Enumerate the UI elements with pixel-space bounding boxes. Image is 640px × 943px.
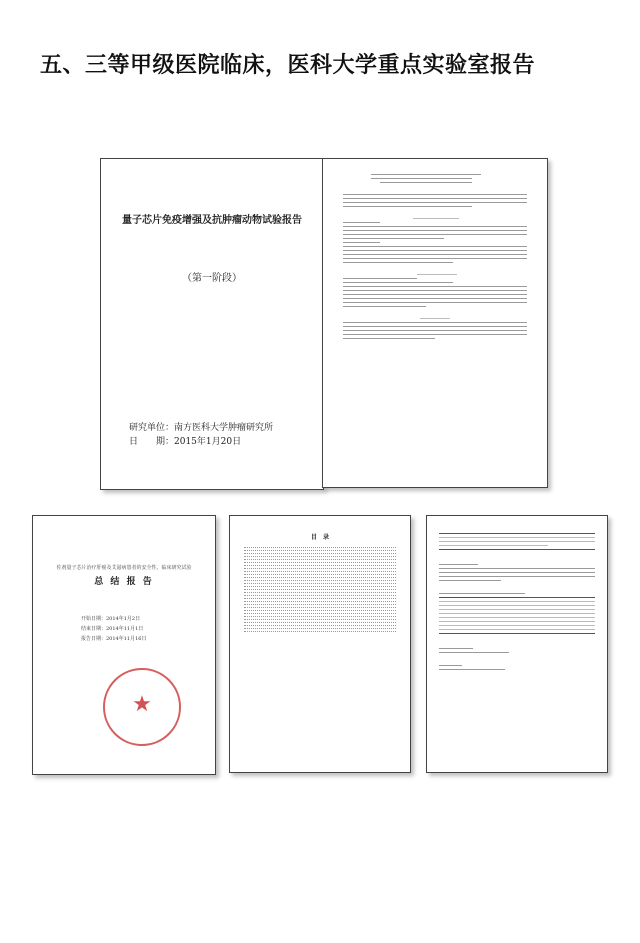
seal-star-icon: ★ (132, 692, 152, 717)
summary-report-subtitle: 佐剂量子芯片治疗肝癌及艾滋病患者的安全性、临床研究试验 (56, 565, 192, 571)
cover-unit: 研究单位：南方医科大学肿瘤研究所 (129, 423, 274, 433)
cover-page (100, 158, 324, 490)
toc-title: 目 录 (310, 534, 329, 541)
toc-list (244, 547, 396, 634)
results-table-page (426, 515, 608, 773)
start-date: 开始日期：2014年1月2日 (81, 616, 141, 622)
end-date: 结束日期：2014年11月1日 (81, 626, 144, 632)
table-of-contents-page (229, 515, 411, 773)
results-text (439, 533, 595, 670)
report-date: 报告日期：2014年11月16日 (81, 636, 147, 642)
cover-date: 日 期：2015年1月20日 (129, 437, 242, 447)
page-heading: 五、三等甲级医院临床，医科大学重点实验室报告 (40, 53, 536, 78)
cover-title: 量子芯片免疫增强及抗肿瘤动物试验报告 (122, 215, 302, 226)
summary-report-dates (81, 614, 146, 644)
cover-stage: （第一阶段） (182, 273, 242, 284)
red-seal-stamp (103, 668, 181, 746)
report-body-text (343, 174, 527, 339)
report-body-page (322, 158, 548, 488)
summary-report-title: 总 结 报 告 (94, 577, 154, 587)
cover-meta (129, 421, 273, 449)
summary-report-page (32, 515, 216, 775)
